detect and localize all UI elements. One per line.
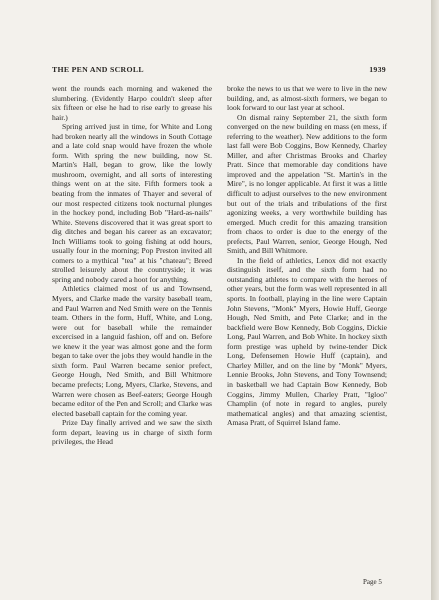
paragraph: In the field of athletics, Lenox did not exactly distinguish itself, and the sixth form had no outstanding athletes to compare with the heroes of other years, but the form was well represented in all sports. In football, playing in the line were Captain John Stevens, "Monk" Myers, Howie Huff, George Hough, Ned Smith, and Pete Clarke; and in the backfield were Bow Kennedy, Bob Coggins, Dickie Long, Paul Warren, and Bob White. In hockey sixth form prestige was upheld by twine-tender Dick Long, Defensemen Howie Huff (captain), and Charley Miller, and on the line by "Monk" Myers, Lennie Brooks, John Stevens, and Tony Townsend; in basketball we had Captain Bow Kennedy, Bob Coggins, Jimmy Mullen, Charley Pratt, "Igloo" Champlin (of note in regard to angles, purely mathematical angles) and that amazing scientist, Amasa Pratt, of Squirrel Island fame. bbox=[227, 255, 387, 428]
paragraph: Prize Day finally arrived and we saw the sixth form depart, leaving us in charge of sixth form privileges, the Head bbox=[52, 418, 212, 447]
page-edge-shadow bbox=[431, 0, 439, 600]
publication-year: 1939 bbox=[369, 65, 386, 74]
paragraph: On dismal rainy September 21, the sixth form converged on the new building en mass (en mess, if referring to the weather). New additions to the form last fall were Bob Coggins, Bow Kennedy, Charley Miller, and after Christmas Brooks and Charley Pratt. Since that memorable day conditions have improved and the appelation "St. Martin's in the Mire", is no longer applicable. At first it was a little difficult to adjust ourselves to the new environment but out of the trials and tribulations of the first agonizing weeks, a very worthwhile building has emerged. Much credit for this amazing transition from chaos to order is due to the energy of the prefects, Paul Warren, senior, George Hough, Ned Smith, and Bill Whitmore. bbox=[227, 112, 387, 256]
publication-title: THE PEN AND SCROLL bbox=[52, 65, 144, 74]
left-column bbox=[52, 84, 212, 447]
paragraph: broke the news to us that we were to live in the new building, and, as almost-sixth formers, we began to look forward to our last year at school. bbox=[227, 84, 387, 113]
paragraph: Spring arrived just in time, for White and Long had broken nearly all the windows in South Cottage and a late cold snap would have frozen the whole form. With spring the new building, now St. Martin's Hall, began to grow, like the lowly mushroom, overnight, and all sorts of interesting things went on at the site. Fifth formers took a beating from the inmates of Thayer and several of our most respected citizens took nocturnal plunges in the hockey pond, including Bob "Hard-as-nails" White. Stevens discovered that it was great sport to dig ditches and began his career as an excavator; Inch Williams took to going fishing at odd hours, usually four in the morning; Pop Preston invited all comers to a mythical "tea" at his "chateau"; Breed strolled leisurely about the countryside; it was spring and nobody cared a hoot for anything. bbox=[52, 122, 212, 284]
page-number: Page 5 bbox=[363, 578, 382, 586]
running-header bbox=[52, 65, 386, 77]
right-column bbox=[227, 84, 387, 428]
paragraph: Athletics claimed most of us and Townsend, Myers, and Clarke made the varsity baseball team, and Paul Warren and Ned Smith were on the Tennis team. Others in the form, Huff, White, and Long, were out for baseball while the remainder excercised in a languid fashion, off and on. Before we knew it the year was almost gone and the form began to take over the jobs they would handle in the sixth form. Paul Warren became senior prefect, George Hough, Ned Smith, and Bill Whitmore became prefects; Long, Myers, Clarke, Stevens, and Warren were chosen as Beef-eaters; George Hough became editor of the Pen and Scroll; and Clarke was elected baseball captain for the coming year. bbox=[52, 284, 212, 418]
paragraph: went the rounds each morning and wakened the slumbering. (Evidently Harpo couldn't sleep after six fifteen or else he had to rise early to grease his hair.) bbox=[52, 84, 212, 122]
